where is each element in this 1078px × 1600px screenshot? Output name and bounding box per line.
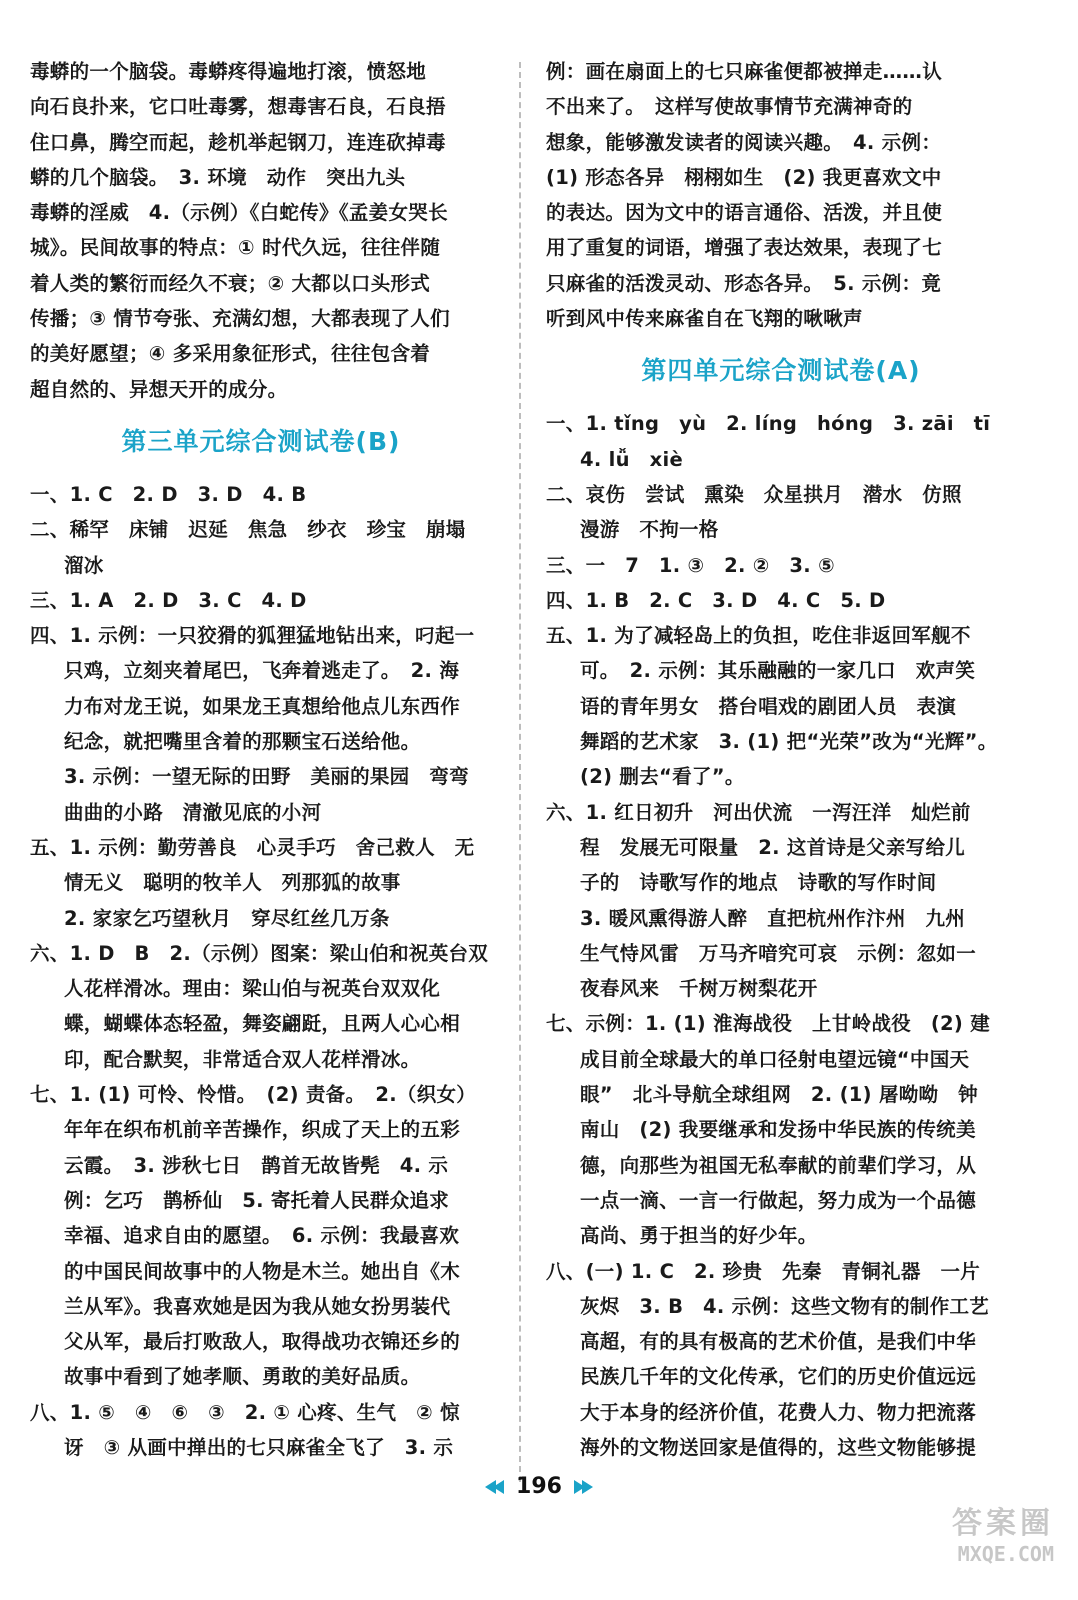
text-line: 二、哀伤 尝试 熏染 众星拱月 潜水 仿照 xyxy=(546,482,962,506)
text-line: 南山 (2) 我要继承和发扬中华民族的传统美 xyxy=(580,1118,976,1142)
text-line: 漫游 不拘一格 xyxy=(580,518,719,542)
text-line: 人花样滑冰。理由：梁山伯与祝英台双双化 xyxy=(64,977,441,1001)
text-line: 幸福、追求自由的愿望。 6. 示例：我最喜欢 xyxy=(64,1224,460,1248)
text-line: 程 发展无可限量 2. 这首诗是父亲写给儿 xyxy=(580,835,966,859)
text-line: 蟒的几个脑袋。 3. 环境 动作 突出九头 xyxy=(30,165,406,189)
text-line: 讶 ③ 从画中掸出的七只麻雀全飞了 3. 示 xyxy=(64,1435,454,1459)
text-line: (2) 删去“看了”。 xyxy=(580,765,745,789)
text-line: 高超，有的具有极高的艺术价值，是我们中华 xyxy=(580,1330,977,1354)
watermark-text: MXQE.COM xyxy=(957,1542,1054,1566)
text-line: 想象，能够激发读者的阅读兴趣。 4. 示例： xyxy=(546,130,942,154)
text-line: 毒蟒的一个脑袋。毒蟒疼得遍地打滚，愤怒地 xyxy=(30,60,427,83)
text-line: 大于本身的经济价值，花费人力、物力把流落 xyxy=(580,1400,977,1424)
text-line: 情无义 聪明的牧羊人 列那狐的故事 xyxy=(64,871,401,895)
text-line: 生气恃风雷 万马齐喑究可哀 示例：忽如一 xyxy=(580,941,977,965)
text-line: 例：乞巧 鹊桥仙 5. 寄托着人民群众追求 xyxy=(64,1188,450,1212)
text-line: 城》。民间故事的特点：① 时代久远，往往伴随 xyxy=(30,236,441,260)
text-line: 一点一滴、一言一行做起，努力成为一个品德 xyxy=(580,1188,977,1212)
text-line: 2. 家家乞巧望秋月 穿尽红丝几万条 xyxy=(64,906,390,930)
page-number: 196 xyxy=(516,1474,562,1499)
text-line: 3. 示例：一望无际的田野 美丽的果园 弯弯 xyxy=(64,765,469,789)
text-line: 用了重复的词语，增强了表达效果，表现了七 xyxy=(546,236,943,260)
right-top-paragraph xyxy=(546,54,1016,336)
text-line: 民族几千年的文化传承，它们的历史价值远远 xyxy=(580,1365,977,1389)
text-line: 父从军，最后打败敌人，取得战功衣锦还乡的 xyxy=(64,1330,461,1354)
text-line: 八、(一) 1. C 2. 珍贵 先秦 青铜礼器 一片 xyxy=(546,1259,981,1283)
text-line: 语的青年男女 搭台唱戏的剧团人员 表演 xyxy=(580,694,957,718)
text-line: 的表达。因为文中的语言通俗、活泼，并且使 xyxy=(546,201,943,225)
watermark xyxy=(854,1498,1054,1578)
text-line: 眼” 北斗导航全球组网 2. (1) 屠呦呦 钟 xyxy=(580,1083,978,1107)
next-arrow-icon xyxy=(582,1480,593,1494)
text-line: 成目前全球最大的单口径射电望远镜“中国天 xyxy=(580,1047,970,1071)
text-line: 听到风中传来麻雀自在飞翔的啾啾声 xyxy=(546,307,863,331)
text-line: 向石良扑来，它口吐毒雾，想毒害石良，石良捂 xyxy=(30,95,446,119)
text-line: 的美好愿望；④ 多采用象征形式，往往包含着 xyxy=(30,342,431,366)
text-line: 四、1. B 2. C 3. D 4. C 5. D xyxy=(546,588,886,612)
text-line: 夜春风来 千树万树梨花开 xyxy=(580,977,818,1001)
text-line: 灰烬 3. B 4. 示例：这些文物有的制作工艺 xyxy=(580,1294,990,1318)
text-line: 不出来了。 这样写使故事情节充满神奇的 xyxy=(546,95,913,119)
text-line: 纪念，就把嘴里含着的那颗宝石送给他。 xyxy=(64,730,421,754)
left-answer-list xyxy=(30,477,492,1465)
text-line: 德，向那些为祖国无私奉献的前辈们学习，从 xyxy=(580,1153,977,1177)
text-line: 只鸡，立刻夹着尾巴，飞奔着逃走了。 2. 海 xyxy=(64,659,460,683)
text-line: 七、示例：1. (1) 淮海战役 上甘岭战役 (2) 建 xyxy=(546,1012,991,1036)
text-line: 毒蟒的淫威 4.（示例）《白蛇传》《孟姜女哭长 xyxy=(30,201,448,225)
text-line: 着人类的繁衍而经久不衰；② 大都以口头形式 xyxy=(30,271,431,295)
text-line: 可。 2. 示例：其乐融融的一家几口 欢声笑 xyxy=(580,659,976,683)
text-line: 六、1. 红日初升 河出伏流 一泻汪洋 灿烂前 xyxy=(546,800,971,824)
text-line: 3. 暖风熏得游人醉 直把杭州作汴州 九州 xyxy=(580,906,966,930)
section-heading-unit3-b: 第三单元综合测试卷(B) xyxy=(121,426,401,456)
text-line: 年年在织布机前辛苦操作，织成了天上的五彩 xyxy=(64,1118,461,1142)
section-heading-unit4-a: 第四单元综合测试卷(A) xyxy=(641,356,921,386)
text-line: 印，配合默契，非常适合双人花样滑冰。 xyxy=(64,1047,421,1071)
prev-arrow-icon xyxy=(493,1480,504,1494)
text-line: 蝶，蝴蝶体态轻盈，舞姿翩跹，且两人心心相 xyxy=(64,1012,461,1036)
text-line: 子的 诗歌写作的地点 诗歌的写作时间 xyxy=(580,871,937,895)
column-divider xyxy=(519,62,521,1482)
text-line: 云霞。 3. 涉秋七日 鹊首无故皆髡 4. 示 xyxy=(64,1153,449,1177)
text-line: 八、1. ⑤ ④ ⑥ ③ 2. ① 心疼、生气 ② 惊 xyxy=(30,1400,460,1424)
left-column xyxy=(30,54,492,1465)
right-column xyxy=(546,54,1016,1465)
text-line: 曲曲的小路 清澈见底的小河 xyxy=(64,800,322,824)
text-line: 二、稀罕 床铺 迟延 焦急 纱衣 珍宝 崩塌 xyxy=(30,518,466,542)
text-line: 传播；③ 情节夸张、充满幻想，大都表现了人们 xyxy=(30,307,450,331)
text-line: 故事中看到了她孝顺、勇敢的美好品质。 xyxy=(64,1365,421,1389)
watermark-logo: 答案圈 xyxy=(952,1506,1054,1541)
text-line: (1) 形态各异 栩栩如生 (2) 我更喜欢文中 xyxy=(546,165,942,189)
text-line: 力布对龙王说，如果龙王真想给他点儿东西作 xyxy=(64,694,461,718)
text-line: 五、1. 示例：勤劳善良 心灵手巧 舍己救人 无 xyxy=(30,835,475,859)
text-line: 只麻雀的活泼灵动、形态各异。 5. 示例：竟 xyxy=(546,271,942,295)
text-line: 四、1. 示例：一只狡猾的狐狸猛地钻出来，叼起一 xyxy=(30,624,475,648)
text-line: 舞蹈的艺术家 3. (1) 把“光荣”改为“光辉”。 xyxy=(580,730,998,754)
text-line: 五、1. 为了减轻岛上的负担，吃住非返回军舰不 xyxy=(546,624,971,648)
text-line: 六、1. D B 2.（示例）图案：梁山伯和祝英台双 xyxy=(30,941,489,965)
text-line: 4. lǚ xiè xyxy=(580,447,684,471)
text-line: 例：画在扇面上的七只麻雀便都被掸走……认 xyxy=(546,60,942,83)
text-line: 超自然的、异想天开的成分。 xyxy=(30,377,288,401)
text-line: 三、一 7 1. ③ 2. ② 3. ⑤ xyxy=(546,553,835,577)
text-line: 的中国民间故事中的人物是木兰。她出自《木 xyxy=(64,1259,461,1283)
text-line: 三、1. A 2. D 3. C 4. D xyxy=(30,588,307,612)
text-line: 溜冰 xyxy=(64,553,104,577)
right-answer-list xyxy=(546,406,1016,1465)
text-line: 海外的文物送回家是值得的，这些文物能够提 xyxy=(580,1435,977,1459)
text-line: 七、1. (1) 可怜、怜惜。 (2) 责备。 2.（织女） xyxy=(30,1083,477,1107)
text-line: 一、1. C 2. D 3. D 4. B xyxy=(30,482,307,506)
text-line: 兰从军》。我喜欢她是因为我从她女扮男装代 xyxy=(64,1294,451,1318)
text-line: 一、1. tǐng yù 2. líng hóng 3. zāi tī xyxy=(546,412,991,436)
text-line: 住口鼻，腾空而起，趁机举起钢刀，连连砍掉毒 xyxy=(30,130,446,154)
left-top-paragraph xyxy=(30,54,492,407)
text-line: 高尚、勇于担当的好少年。 xyxy=(580,1224,818,1248)
